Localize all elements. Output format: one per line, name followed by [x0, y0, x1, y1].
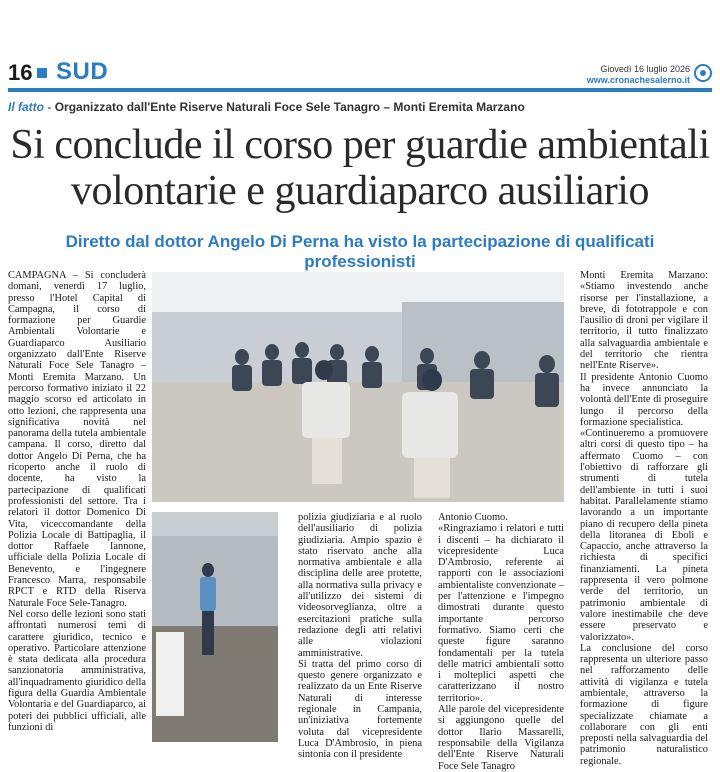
header-rule — [8, 88, 712, 92]
column-3-paragraph-2: «Ringraziamo i relatori e tutti i discenti – ha dichiarato il vicepresidente Luca D'Ambrosio, referente ai rapporti con le associazioni ambientaliste convenzionate – per l'attenzione e l'impegno dimostrati durante questo importante percorso formativo. Siamo certi che queste figure saranno fondamentali per la tutela delle matrici ambientali sotto i molteplici aspetti che caratterizzano il nostro territorio». — [438, 523, 564, 704]
column-2-paragraph-1: polizia giudiziaria e al ruolo dell'ausiliario di polizia giudiziaria. Ampio spazio è stato riservato anche alla normativa ambientale e alla disciplina delle aree protette, alla normativa sulla privacy e all'utilizzo dei sistemi di videosorveglianza, oltre a esercitazioni pratiche sulla redazione degli atti relativi alle violazioni amministrative. — [298, 512, 422, 659]
column-2-paragraph-2: Si tratta del primo corso di questo genere organizzato e realizzato da un Ente Riserve Naturali di interesse regionale in Campania, un'iniziativa fortemente voluta dal vicepresidente Luca D'Ambrosio, in piena sintonia con il presidente — [298, 658, 422, 761]
headline — [8, 122, 712, 214]
site-url: www.cronachesalerno.it — [586, 75, 690, 85]
page-header — [8, 58, 712, 88]
headline-line-2: volontarie e guardiaparco ausiliario — [71, 168, 649, 214]
kicker: Il fatto - Organizzato dall'Ente Riserve Naturali Foce Sele Tanagro – Monti Eremita Marzano — [8, 100, 525, 114]
section-title: SUD — [56, 58, 109, 85]
column-1-paragraph-2: Nel corso delle lezioni sono stati affrontati numerosi temi di carattere giuridico, tecnico e operativo. Particolare attenzione è stata dedicata alla procedura sanzionatoria amministrativa, all'inquadramento giuridico della figura della Guardia Ambientale Volontaria e del Guardiaparco, ai poteri dei pubblici ufficiali, alle funzioni di — [8, 608, 146, 733]
kicker-lead: Il fatto — [8, 100, 44, 114]
column-4-paragraph-1: Monti Eremita Marzano: «Stiamo investendo anche risorse per l'installazione, a breve, di fototrappole e con l'ausilio di droni per vigilare il territorio, il tutto finalizzato alla salvaguardia ambientale e del territorio che rientra nell'Ente Riserve». — [580, 270, 708, 372]
column-4-paragraph-4: La conclusione del corso rappresenta un ulteriore passo nel rafforzamento delle attività di vigilanza e tutela ambientale, attraverso la formazione di figure specializzate chiamate a collaborare con gli enti preposti nella salvaguardia del patrimonio naturalistico regionale. — [580, 642, 708, 767]
page-number: 16 — [8, 60, 33, 85]
issue-date: Giovedì 16 luglio 2026 — [600, 64, 690, 74]
article-column-2 — [298, 512, 422, 761]
column-3-paragraph-1: Antonio Cuomo. — [438, 512, 508, 523]
article-column-1 — [8, 270, 146, 750]
page-number-square-icon — [37, 68, 47, 78]
column-3-paragraph-3: Alle parole del vicepresidente si aggiungono quelle del dottor Ilario Massarelli, responsabile della Vigilanza dell'Ente Riserve Naturali Foce Sele Tanagro — [438, 704, 564, 772]
article-column-3 — [438, 512, 564, 772]
article-column-4 — [580, 270, 708, 767]
column-4-paragraph-3: «Continueremo a promuovere altri corsi di questo tipo – ha affermato Cuomo – con l'obiettivo di rafforzare gli strumenti di tutela dell'ambiente in tutti i suoi habitat. Parallelamente stiamo lavorando a un importante piano di recupero della pineta della litoranea di Eboli e Capaccio, anche attraverso la richiesta di specifici finanziamenti. La pineta rappresenta il vero polmone verde del territorio, un patrimonio ambientale di valore inestimabile che deve essere preservato e valorizzato». — [580, 428, 708, 643]
kicker-text: Organizzato dall'Ente Riserve Naturali Foce Sele Tanagro – Monti Eremita Marzano — [54, 100, 525, 114]
headline-line-1: Si conclude il corso per guardie ambientali — [10, 122, 710, 168]
column-4-paragraph-2: Il presidente Antonio Cuomo ha invece annunciato la volontà dell'Ente di proseguire lungo il percorso della formazione specialistica. — [580, 371, 708, 428]
column-1-paragraph-1: CAMPAGNA – Si concluderà domani, venerdì 17 luglio, presso l'Hotel Capital di Campagna, il corso di formazione per Guardie Ambientali Volontarie e Guardiaparco Ausiliario organizzato dall'Ente Riserve Naturali Foce Sele Tanagro – Monti Eremita Marzano. Un percorso formativo iniziato il 22 maggio scorso ed articolato in otto lezioni, che rappresenta una significativa novità nel panorama della tutela ambientale campana. Il corso, diretto dal dottor Angelo Di Perna, che ha ricoperto anche il ruolo di docente, ha visto la partecipazione di qualificati professionisti del settore. Tra i relatori il dottor Domenico Di Vita, viceccomandante della Polizia Locale di Battipaglia, il dottor Raffaele Iannone, ufficiale della Polizia Locale di Benevento, e l'ingegnere Francesco Marra, responsabile RPCT e RTD della Riserva Naturale Foce Sele-Tanagro. — [8, 270, 146, 609]
publication-logo-icon — [694, 64, 712, 82]
speaker-at-flipchart-photo — [152, 512, 278, 742]
subheadline: Diretto dal dottor Angelo Di Perna ha visto la partecipazione di qualificati professionisti — [65, 232, 655, 271]
classroom-audience-photo — [152, 272, 564, 502]
